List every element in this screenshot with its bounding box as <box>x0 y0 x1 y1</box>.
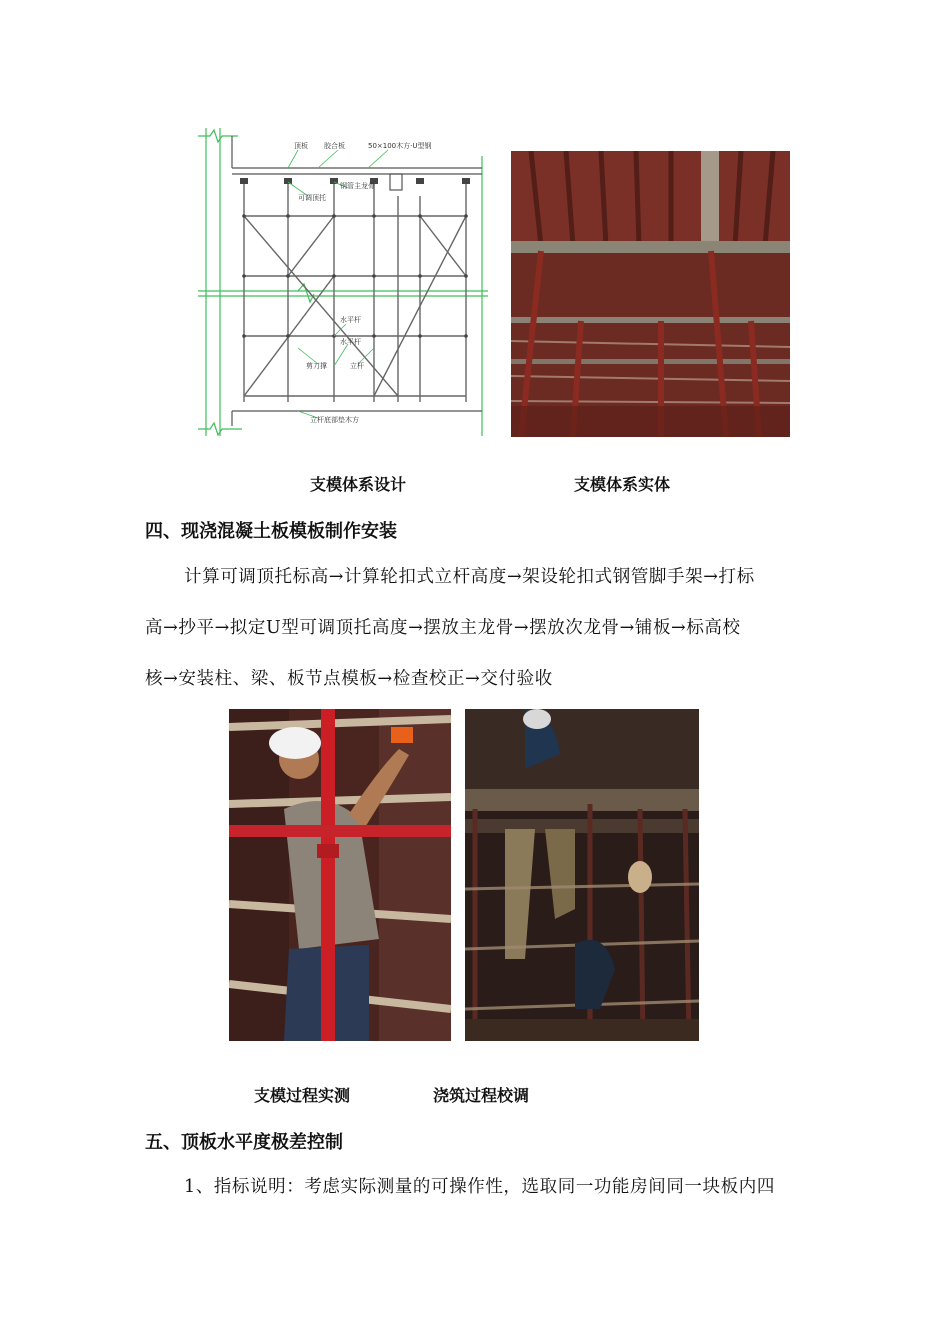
label-scissor-brace: 剪刀撑 <box>306 362 327 370</box>
formwork-design-drawing <box>198 126 488 438</box>
pouring-adjustment-photo <box>465 709 699 1041</box>
label-timber-u-steel: 50×100木方·U型钢 <box>368 142 432 150</box>
label-pole-base-timber: 立杆底部垫木方 <box>310 416 359 424</box>
section-4-line-1: 计算可调顶托标高→计算轮扣式立杆高度→架设轮扣式钢管脚手架→打标 <box>184 567 755 587</box>
formwork-system-photo <box>511 151 790 437</box>
section-4-heading: 四、现浇混凝土板模板制作安装 <box>145 521 397 542</box>
label-adjustable-top-support: 可调顶托 <box>298 194 326 202</box>
section-4-line-2: 高→抄平→拟定U型可调顶托高度→摆放主龙骨→摆放次龙骨→铺板→标高校 <box>145 618 741 638</box>
caption-pouring-adjustment: 浇筑过程校调 <box>433 1086 530 1105</box>
section-5-heading: 五、顶板水平度极差控制 <box>145 1132 343 1153</box>
label-horizontal-bar-1: 水平杆 <box>340 316 361 324</box>
label-vertical-pole: 立杆 <box>350 362 364 370</box>
caption-formwork-photo: 支模体系实体 <box>574 475 671 494</box>
label-horizontal-bar-2: 水平杆 <box>340 338 361 346</box>
label-plywood: 胶合板 <box>324 142 345 150</box>
label-top-slab: 顶板 <box>294 142 308 150</box>
caption-measuring-process: 支模过程实测 <box>254 1086 351 1105</box>
section-5-line-1: 1、指标说明：考虑实际测量的可操作性，选取同一功能房间同一块板内四 <box>184 1177 775 1197</box>
section-4-line-3: 核→安装柱、梁、板节点模板→检查校正→交付验收 <box>145 669 553 689</box>
caption-formwork-design: 支模体系设计 <box>310 475 407 494</box>
label-steel-main-joist: 钢管主龙骨 <box>340 182 375 190</box>
measuring-process-photo <box>229 709 451 1041</box>
